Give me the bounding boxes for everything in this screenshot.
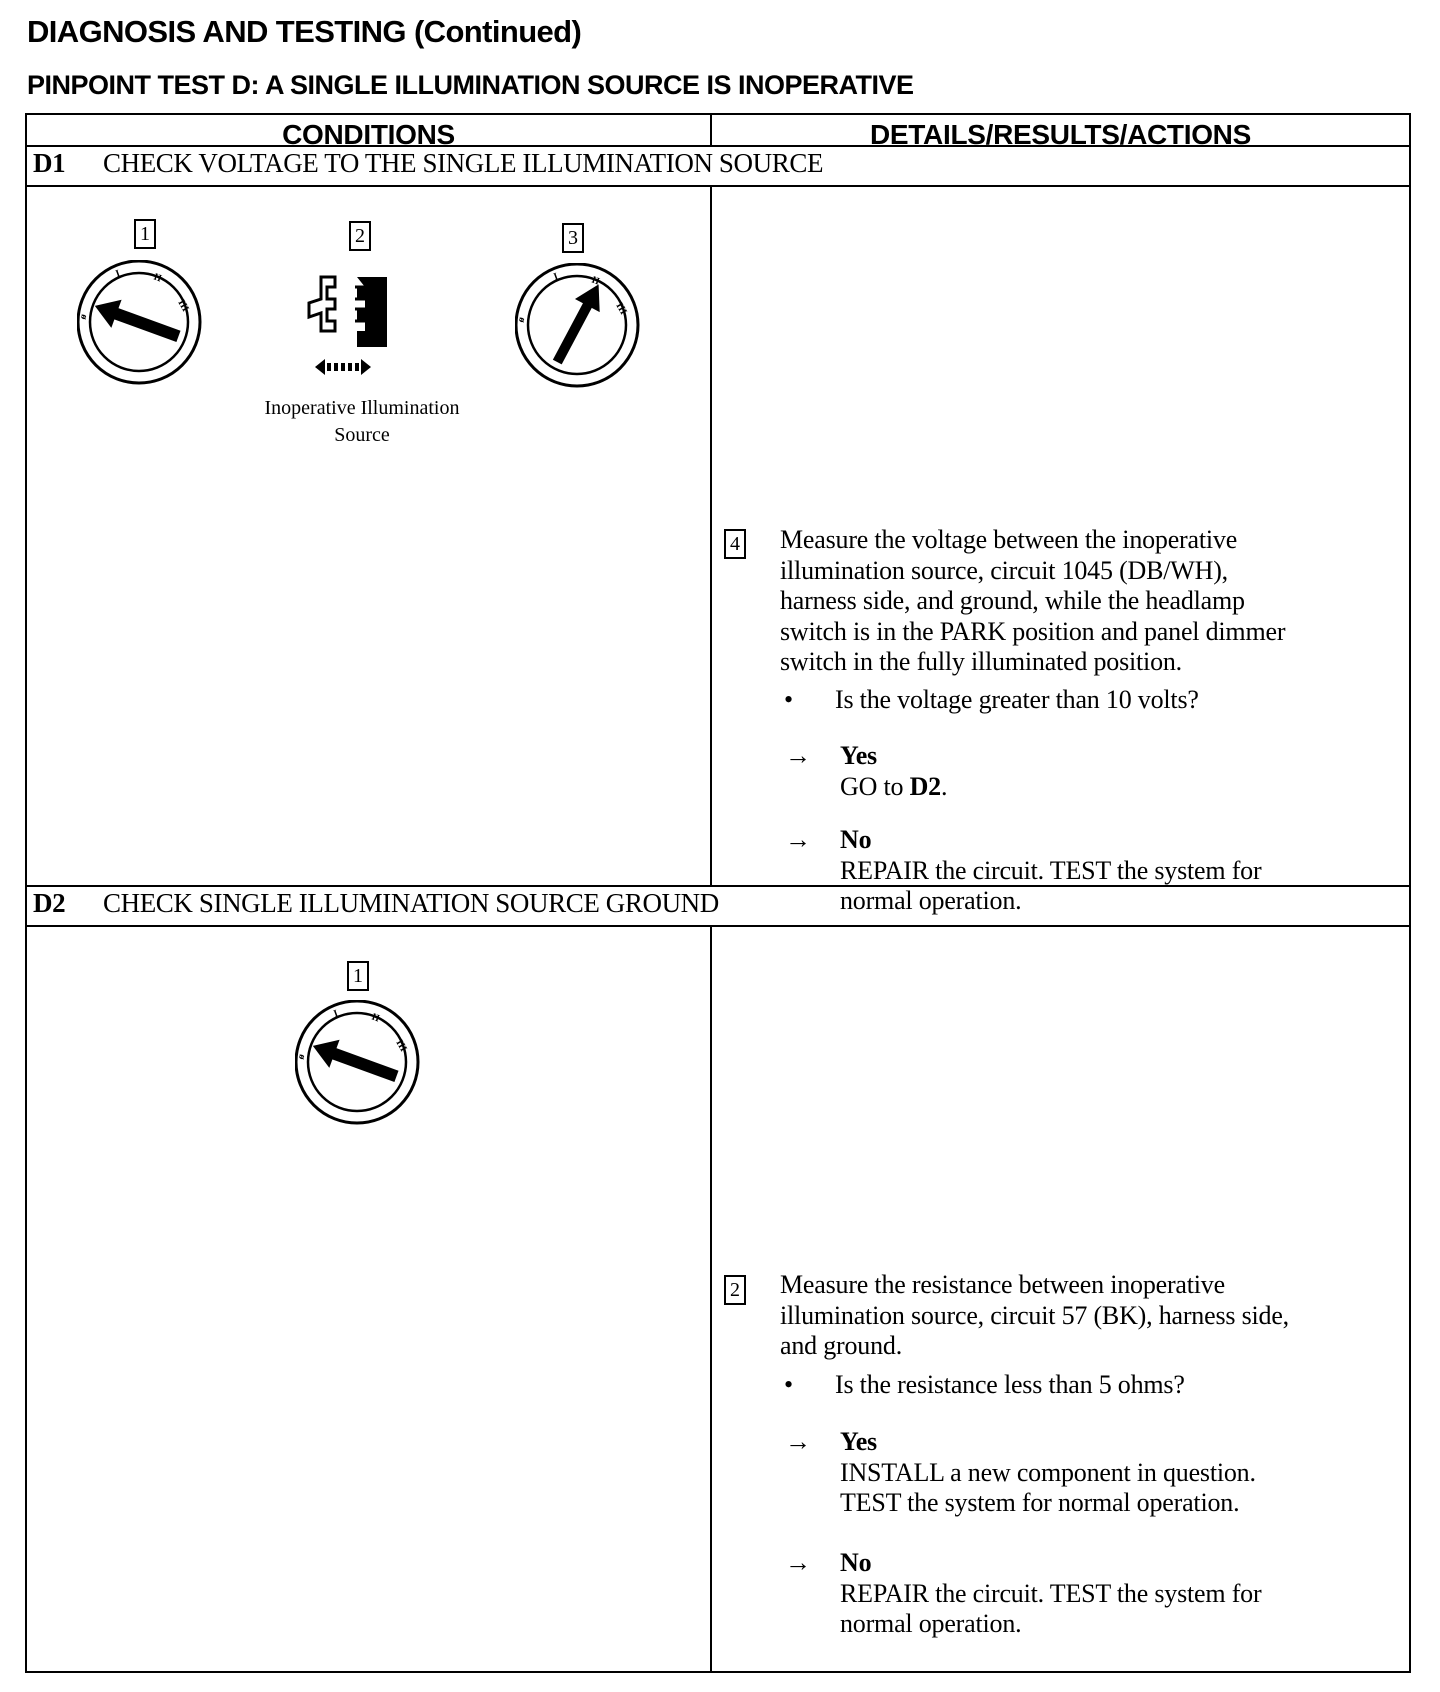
svg-text:I: I [114,268,122,280]
test-question [784,685,1384,716]
figure-caption-line: Source [334,424,390,446]
svg-text:I: I [552,271,560,283]
illumination-connector-icon [295,263,425,389]
result-no-action-line: normal operation. [840,1609,1022,1638]
figure-step-number: 1 [134,219,156,249]
result-no-action-line: REPAIR the circuit. TEST the system for [840,1578,1262,1608]
svg-text:III: III [393,1038,409,1054]
arrow-right-icon: → [785,825,811,854]
result-yes-label: Yes [840,741,877,770]
result-yes-action-line: INSTALL a new component in question. [840,1457,1256,1487]
result-no-action-line: normal operation. [840,886,1022,915]
instruction-line: and ground. [780,1331,902,1360]
bullet-icon: • [784,1370,793,1399]
result-no-action-line: REPAIR the circuit. TEST the system for [840,855,1262,885]
result-yes-action-line: TEST the system for normal operation. [840,1488,1240,1517]
column-header-conditions: CONDITIONS [282,119,455,150]
svg-text:III: III [175,298,191,314]
svg-text:II: II [589,274,602,288]
bullet-icon: • [784,685,793,714]
svg-text:I: I [332,1008,340,1020]
figure-caption-line: Inoperative Illumination [264,397,460,419]
action-step-number: 2 [724,1275,746,1305]
instruction-line: illumination source, circuit 1045 (DB/WH), [780,555,1228,585]
svg-text:II: II [151,271,164,285]
step-id: D2 [33,888,66,918]
question-text: Is the resistance less than 5 ohms? [835,1370,1185,1399]
result-yes-action [840,772,1385,803]
action-instruction [780,525,1400,678]
result-no-label: No [840,1548,872,1577]
instruction-line: Measure the resistance between inoperative [780,1270,1225,1299]
pinpoint-test-table [25,113,1411,1673]
arrow-right-icon: → [785,741,811,770]
page-title: DIAGNOSIS AND TESTING (Continued) [27,14,582,49]
instruction-line: switch is in the PARK position and panel dimmer [780,616,1286,646]
arrow-right-icon: → [785,1548,811,1577]
result-action-text: . [940,771,948,801]
instruction-line: harness side, and ground, while the headlamp [780,586,1245,615]
svg-text:ø: ø [77,312,90,322]
result-yes [785,741,1385,802]
svg-text:II: II [369,1011,382,1025]
step-title-d1 [33,148,823,179]
instruction-line: switch in the fully illuminated position. [780,647,1182,676]
column-divider [710,925,712,1673]
step-id: D1 [33,148,66,178]
figure-step-number: 3 [562,223,584,253]
figure-caption [177,395,547,449]
action-step-number: 4 [724,529,746,559]
step-reference-link: D2 [909,771,941,801]
question-text: Is the voltage greater than 10 volts? [835,685,1199,714]
instruction-line: illumination source, circuit 57 (BK), harness side, [780,1300,1289,1330]
column-header-details: DETAILS/RESULTS/ACTIONS [870,119,1251,150]
table-divider [27,185,1409,187]
table-divider [27,925,1409,927]
result-yes-label: Yes [840,1427,877,1456]
ignition-switch-run-icon [515,263,645,393]
ignition-switch-off-icon [295,1000,425,1130]
step-title-d2 [33,888,719,919]
result-yes [785,1427,1385,1519]
figure-step-number: 1 [347,961,369,991]
action-instruction [780,1270,1405,1362]
figure-step-number: 2 [349,221,371,251]
result-no [785,825,1385,917]
pinpoint-test-title: PINPOINT TEST D: A SINGLE ILLUMINATION SOURCE IS INOPERATIVE [27,70,914,100]
svg-text:ø: ø [295,1052,308,1062]
ignition-switch-off-icon [77,260,207,390]
step-title-text: CHECK VOLTAGE TO THE SINGLE ILLUMINATION SOURCE [103,148,824,178]
svg-text:ø: ø [515,315,528,325]
instruction-line: Measure the voltage between the inoperative [780,525,1238,554]
arrow-right-icon: → [785,1427,811,1456]
test-question [784,1370,1384,1401]
result-no-label: No [840,825,872,854]
result-action-text: GO to [840,771,910,801]
result-no [785,1548,1385,1640]
step-title-text: CHECK SINGLE ILLUMINATION SOURCE GROUND [103,888,719,918]
svg-text:III: III [613,301,629,317]
column-divider [710,185,712,886]
